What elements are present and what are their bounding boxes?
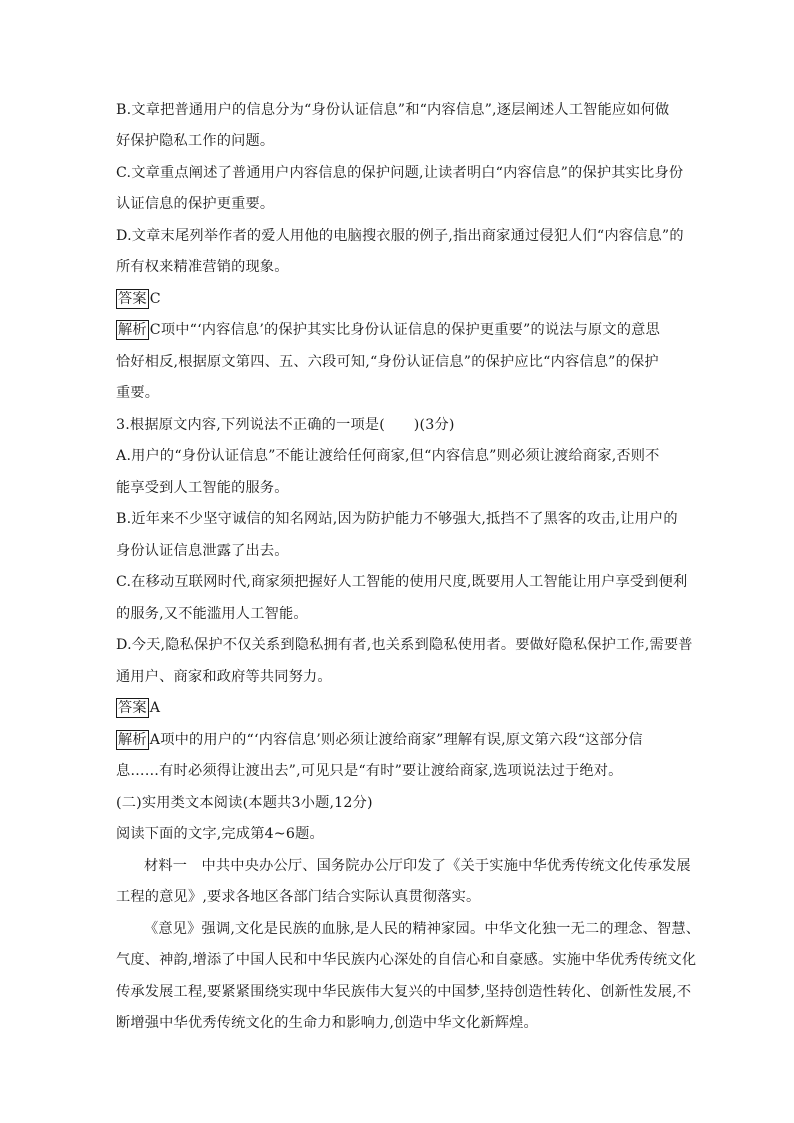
material-one-line-1: 材料一 中共中央办公厅、国务院办公厅印发了《关于实施中华优秀传统文化传承发展 <box>144 858 691 874</box>
analysis-line-q3-2: 息……有时必须得让渡出去”,可见只是“有时”要让渡给商家,选项说法过于绝对。 <box>116 763 623 779</box>
q3-option-d-line-2: 通用户、商家和政府等共同努力。 <box>116 669 332 685</box>
option-c-line-2: 认证信息的保护更重要。 <box>116 196 275 212</box>
material-one-para2-line-4: 断增强中华优秀传统文化的生命力和影响力,创造中华文化新辉煌。 <box>116 1015 538 1031</box>
q3-option-a-line-1: A.用户的“身份认证信息”不能让渡给任何商家,但“内容信息”则必须让渡给商家,否则不 <box>116 448 660 464</box>
option-d-line-1: D.文章末尾列举作者的爱人用他的电脑搜衣服的例子,指出商家通过侵犯人们“内容信息”的 <box>116 228 684 244</box>
material-one-para2-line-1: 《意见》强调,文化是民族的血脉,是人民的精神家园。中华文化独一无二的理念、智慧、 <box>144 921 701 937</box>
answer-tag: 答案 <box>118 291 147 307</box>
analysis-line-q3-1 <box>116 730 696 750</box>
material-one-line-2: 工程的意见》,要求各地区各部门结合实际认真贯彻落实。 <box>116 889 481 905</box>
answer-value: A <box>149 700 161 716</box>
answer-line-q3 <box>116 698 696 718</box>
question-3-stem: 3.根据原文内容,下列说法不正确的一项是( )(3分) <box>116 417 455 433</box>
option-c-line-1: C.文章重点阐述了普通用户内容信息的保护问题,让读者明白“内容信息”的保护其实比身份 <box>116 165 684 181</box>
q3-option-d-line-1: D.今天,隐私保护不仅关系到隐私拥有者,也关系到隐私使用者。要做好隐私保护工作,需要普 <box>116 637 693 653</box>
analysis-line-q2-3: 重要。 <box>116 385 160 401</box>
q3-option-a-line-2: 能享受到人工智能的服务。 <box>116 480 289 496</box>
analysis-text: C项中“‘内容信息’的保护其实比身份认证信息的保护更重要”的说法与原文的意思 <box>149 322 660 338</box>
q3-option-c-line-2: 的服务,又不能滥用人工智能。 <box>116 606 308 622</box>
analysis-text: A项中的用户的“‘内容信息’则必须让渡给商家”理解有误,原文第六段“这部分信 <box>149 732 643 748</box>
q3-option-b-line-1: B.近年来不少坚守诚信的知名网站,因为防护能力不够强大,抵挡不了黑客的攻击,让用户的 <box>116 511 678 527</box>
option-b-line-2: 好保护隐私工作的问题。 <box>116 133 275 149</box>
analysis-tag: 解析 <box>118 732 147 748</box>
answer-value: C <box>149 291 161 307</box>
q3-option-b-line-2: 身份认证信息泄露了出去。 <box>116 543 289 559</box>
reading-instruction: 阅读下面的文字,完成第4~6题。 <box>116 826 324 842</box>
q3-option-c-line-1: C.在移动互联网时代,商家须把握好人工智能的使用尺度,既要用人工智能让用户享受到便利 <box>116 574 688 590</box>
answer-line-q2 <box>116 289 696 309</box>
analysis-tag: 解析 <box>118 322 147 338</box>
analysis-line-q2-2: 恰好相反,根据原文第四、五、六段可知,“身份认证信息”的保护应比“内容信息”的保护 <box>116 354 659 370</box>
material-one-para2-line-2: 气度、神韵,增添了中国人民和中华民族内心深处的自信心和自豪感。实施中华优秀传统文化 <box>116 952 697 968</box>
option-d-line-2: 所有权来精准营销的现象。 <box>116 259 289 275</box>
material-one-para2-line-3: 传承发展工程,要紧紧围绕实现中华民族伟大复兴的中国梦,坚持创造性转化、创新性发展,不 <box>116 984 692 1000</box>
analysis-line-q2-1 <box>116 320 696 340</box>
option-b-line-1: B.文章把普通用户的信息分为“身份认证信息”和“内容信息”,逐层阐述人工智能应如何做 <box>116 102 670 118</box>
answer-tag: 答案 <box>118 700 147 716</box>
section-heading: (二)实用类文本阅读(本题共3小题,12分) <box>116 795 373 811</box>
